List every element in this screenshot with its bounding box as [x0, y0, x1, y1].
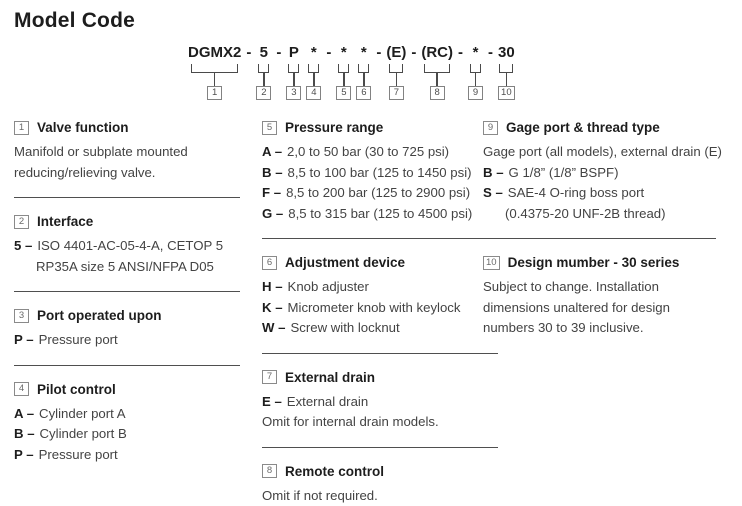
option-prefix: P –	[14, 447, 34, 462]
section-number-badge: 5	[262, 121, 277, 135]
section-pressure-range	[262, 120, 498, 224]
option-text: G 1/8” (1/8” BSPF)	[509, 165, 619, 180]
model-code-text: P	[289, 44, 299, 61]
section-external-drain	[262, 370, 498, 433]
section-header	[14, 214, 240, 229]
section-design-number	[483, 255, 716, 339]
code-separator: -	[411, 44, 416, 61]
option-text: Screw with locknut	[290, 320, 399, 335]
model-code-segment	[356, 44, 371, 100]
code-position-badge: 4	[306, 86, 321, 100]
model-code-text: (RC)	[421, 44, 453, 61]
bracket-stem	[313, 73, 314, 86]
option-text: Pressure port	[39, 447, 118, 462]
section-pilot-control	[14, 382, 240, 466]
option-prefix: 5 –	[14, 238, 32, 253]
option-item	[14, 236, 240, 257]
code-position-badge: 6	[356, 86, 371, 100]
option-text: Cylinder port B	[40, 426, 127, 441]
column-middle	[262, 120, 498, 506]
section-number-badge: 7	[262, 370, 277, 384]
model-code-text: (E)	[386, 44, 406, 61]
option-item	[262, 204, 498, 225]
section-number-badge: 6	[262, 256, 277, 270]
option-text: Pressure port	[39, 332, 118, 347]
model-code-segment	[498, 44, 515, 100]
option-item	[262, 163, 498, 184]
section-number-badge: 3	[14, 309, 29, 323]
option-text: Cylinder port A	[39, 406, 126, 421]
page-title: Model Code	[14, 9, 742, 33]
model-code-text: *	[341, 44, 347, 61]
section-divider	[262, 238, 498, 239]
option-prefix: G –	[262, 206, 283, 221]
section-title: External drain	[285, 370, 375, 385]
sections-columns	[14, 120, 742, 506]
section-header	[483, 255, 716, 270]
section-number-badge: 10	[483, 256, 500, 270]
option-prefix: E –	[262, 394, 282, 409]
section-header	[483, 120, 716, 135]
model-code-text: *	[473, 44, 479, 61]
bracket-line	[308, 64, 319, 73]
section-header	[14, 308, 240, 323]
section-header	[14, 120, 240, 135]
option-item	[14, 330, 240, 351]
section-title: Valve function	[37, 120, 129, 135]
model-code-text: *	[361, 44, 367, 61]
section-divider	[14, 291, 240, 292]
option-prefix: A –	[14, 406, 34, 421]
option-prefix: P –	[14, 332, 34, 347]
model-code-text: *	[311, 44, 317, 61]
section-divider	[14, 365, 240, 366]
bracket-line	[338, 64, 349, 73]
option-text: 8,5 to 100 bar (125 to 1450 psi)	[288, 165, 472, 180]
section-gage-port-thread-type	[483, 120, 716, 224]
section-title: Gage port & thread type	[506, 120, 660, 135]
bracket-stem	[343, 73, 344, 86]
option-prefix: S –	[483, 185, 503, 200]
section-title: Adjustment device	[285, 255, 405, 270]
code-position-badge: 10	[498, 86, 515, 100]
model-code-segment	[188, 44, 241, 100]
section-header	[262, 255, 498, 270]
option-text: ISO 4401-AC-05-4-A, CETOP 5	[37, 238, 223, 253]
option-continuation: RP35A size 5 ANSI/NFPA D05	[14, 257, 240, 278]
model-code-segment	[421, 44, 453, 100]
section-valve-function	[14, 120, 240, 183]
code-separator: -	[326, 44, 331, 61]
bracket-stem	[293, 73, 294, 86]
code-separator: -	[246, 44, 251, 61]
model-code-segment	[256, 44, 271, 100]
model-code-text: DGMX2	[188, 44, 241, 61]
section-remote-control	[262, 464, 498, 506]
option-item	[262, 277, 498, 298]
bracket-stem	[363, 73, 364, 86]
section-divider	[262, 447, 498, 448]
option-prefix: B –	[262, 165, 283, 180]
option-note: Omit if not required.	[262, 486, 498, 506]
option-item	[14, 424, 240, 445]
section-number-badge: 8	[262, 464, 277, 478]
option-prefix: B –	[483, 165, 504, 180]
bracket-line	[288, 64, 299, 73]
section-divider	[483, 238, 716, 239]
code-position-badge: 1	[207, 86, 222, 100]
code-position-badge: 9	[468, 86, 483, 100]
section-lead-text: Gage port (all models), external drain (E)	[483, 142, 716, 163]
code-position-badge: 3	[286, 86, 301, 100]
section-interface	[14, 214, 240, 277]
section-number-badge: 2	[14, 215, 29, 229]
section-paragraph: Manifold or subplate mounted reducing/relieving valve.	[14, 142, 240, 183]
option-item	[262, 298, 498, 319]
section-divider	[262, 353, 498, 354]
bracket-stem	[214, 73, 215, 86]
option-item	[483, 183, 716, 204]
option-item	[14, 404, 240, 425]
bracket-stem	[506, 73, 507, 86]
option-prefix: K –	[262, 300, 283, 315]
section-title: Pilot control	[37, 382, 116, 397]
section-title: Design mumber - 30 series	[508, 255, 680, 270]
option-text: 8,5 to 200 bar (125 to 2900 psi)	[286, 185, 470, 200]
section-number-badge: 1	[14, 121, 29, 135]
option-item	[483, 163, 716, 184]
section-paragraph: Subject to change. Installation dimensions unaltered for design numbers 30 to 39 inclusive.	[483, 277, 716, 339]
model-code-segment	[306, 44, 321, 100]
code-position-badge: 5	[336, 86, 351, 100]
bracket-stem	[396, 73, 397, 86]
section-title: Interface	[37, 214, 93, 229]
option-item	[262, 183, 498, 204]
code-separator: -	[376, 44, 381, 61]
section-number-badge: 9	[483, 121, 498, 135]
model-code-segment	[286, 44, 301, 100]
option-prefix: B –	[14, 426, 35, 441]
bracket-line	[358, 64, 369, 73]
option-text: Knob adjuster	[288, 279, 369, 294]
bracket-line	[258, 64, 269, 73]
option-text: Micrometer knob with keylock	[288, 300, 461, 315]
model-code-segment	[468, 44, 483, 100]
option-prefix: A –	[262, 144, 282, 159]
section-title: Pressure range	[285, 120, 383, 135]
bracket-line	[424, 64, 450, 73]
bracket-line	[389, 64, 403, 73]
option-prefix: F –	[262, 185, 281, 200]
model-code-row	[188, 44, 742, 100]
option-text: SAE-4 O-ring boss port	[508, 185, 644, 200]
model-code-text: 30	[498, 44, 515, 61]
bracket-stem	[475, 73, 476, 86]
section-header	[262, 464, 498, 479]
bracket-stem	[436, 73, 437, 86]
option-text: External drain	[287, 394, 368, 409]
bracket-stem	[263, 73, 264, 86]
option-item	[14, 445, 240, 466]
section-divider	[14, 197, 240, 198]
option-item	[262, 392, 498, 413]
section-number-badge: 4	[14, 382, 29, 396]
option-prefix: W –	[262, 320, 285, 335]
option-item	[262, 142, 498, 163]
option-item	[262, 318, 498, 339]
section-port-operated-upon	[14, 308, 240, 351]
code-separator: -	[276, 44, 281, 61]
bracket-line	[191, 64, 238, 73]
code-separator: -	[488, 44, 493, 61]
bracket-line	[499, 64, 513, 73]
option-continuation: (0.4375-20 UNF-2B thread)	[483, 204, 716, 225]
option-prefix: H –	[262, 279, 283, 294]
code-position-badge: 7	[389, 86, 404, 100]
option-text: 8,5 to 315 bar (125 to 4500 psi)	[288, 206, 472, 221]
section-adjustment-device	[262, 255, 498, 339]
section-header	[14, 382, 240, 397]
model-code-segment	[336, 44, 351, 100]
column-left	[14, 120, 240, 506]
bracket-line	[470, 64, 481, 73]
option-text: 2,0 to 50 bar (30 to 725 psi)	[287, 144, 449, 159]
option-note: Omit for internal drain models.	[262, 412, 498, 433]
section-header	[262, 370, 498, 385]
column-right	[483, 120, 716, 506]
code-position-badge: 8	[430, 86, 445, 100]
code-separator: -	[458, 44, 463, 61]
section-title: Port operated upon	[37, 308, 162, 323]
section-title: Remote control	[285, 464, 384, 479]
section-header	[262, 120, 498, 135]
model-code-text: 5	[260, 44, 268, 61]
code-position-badge: 2	[256, 86, 271, 100]
model-code-diagram	[188, 44, 742, 100]
model-code-segment	[386, 44, 406, 100]
